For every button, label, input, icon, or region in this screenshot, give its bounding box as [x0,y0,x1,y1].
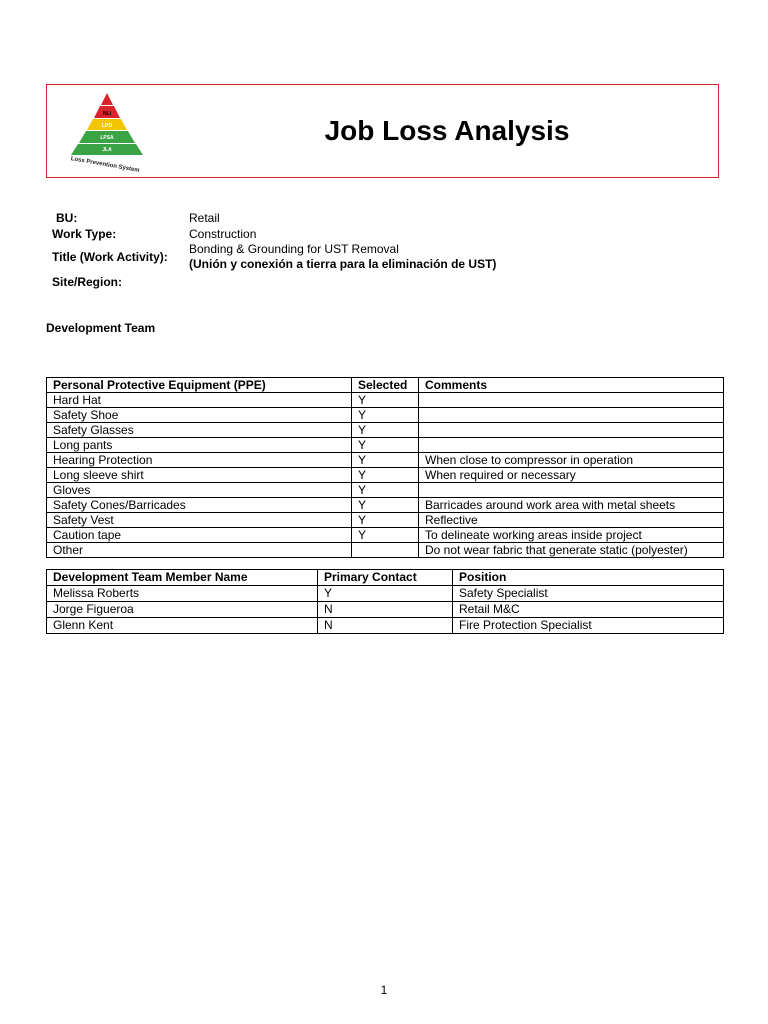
primary-contact: N [318,602,453,618]
ppe-selected: Y [352,453,419,468]
ppe-selected [352,543,419,558]
ppe-selected: Y [352,528,419,543]
ppe-item: Safety Glasses [47,423,352,438]
table-row [47,483,724,498]
member-name: Melissa Roberts [47,586,318,602]
member-name-column-header: Development Team Member Name [47,570,318,586]
ppe-item: Safety Shoe [47,408,352,423]
member-position: Safety Specialist [453,586,724,602]
table-row [47,438,724,453]
table-row [47,528,724,543]
member-position: Fire Protection Specialist [453,618,724,634]
ppe-comment: When required or necessary [419,468,724,483]
ppe-comment: Reflective [419,513,724,528]
ppe-column-header: Personal Protective Equipment (PPE) [47,378,352,393]
position-column-header: Position [453,570,724,586]
ppe-item: Long sleeve shirt [47,468,352,483]
work-type-value: Construction [189,227,257,241]
ppe-comment [419,423,724,438]
ppe-comment: To delineate working areas inside project [419,528,724,543]
primary-contact: N [318,618,453,634]
table-row [47,423,724,438]
comments-column-header: Comments [419,378,724,393]
page-title: Job Loss Analysis [324,115,570,146]
logo-tier-label: JLA [102,147,112,153]
primary-contact-column-header: Primary Contact [318,570,453,586]
work-type-label: Work Type: [52,227,117,241]
table-row [47,408,724,423]
page-number: 1 [380,983,388,997]
ppe-selected: Y [352,438,419,453]
ppe-comment [419,483,724,498]
ppe-selected: Y [352,468,419,483]
table-row [47,586,724,602]
loss-prevention-pyramid-logo [63,91,173,175]
member-name: Jorge Figueroa [47,602,318,618]
development-team-heading: Development Team [46,321,156,335]
title-label: Title (Work Activity): [52,250,168,264]
selected-column-header: Selected [352,378,419,393]
table-row [47,513,724,528]
member-position: Retail M&C [453,602,724,618]
ppe-item: Hearing Protection [47,453,352,468]
ppe-selected: Y [352,513,419,528]
ppe-comment: Barricades around work area with metal sheets [419,498,724,513]
table-row [47,498,724,513]
header-box [46,84,719,178]
ppe-selected: Y [352,423,419,438]
table-row [47,602,724,618]
table-row [47,618,724,634]
logo-tier-label: LPO [101,123,113,129]
ppe-item: Gloves [47,483,352,498]
table-row [47,393,724,408]
table-row [47,453,724,468]
title-value-line2: (Unión y conexión a tierra para la eliminación de UST) [189,257,497,271]
ppe-comment [419,393,724,408]
table-row [47,543,724,558]
ppe-header-row [47,378,724,393]
logo-tier-label: LPSA [100,135,114,141]
primary-contact: Y [318,586,453,602]
development-team-table [46,569,724,634]
member-name: Glenn Kent [47,618,318,634]
team-header-row [47,570,724,586]
ppe-comment [419,408,724,423]
ppe-item: Hard Hat [47,393,352,408]
ppe-comment [419,438,724,453]
ppe-table [46,377,724,558]
title-value-line1: Bonding & Grounding for UST Removal [189,242,399,256]
logo-tier-label: NLI [102,111,112,117]
bu-label: BU: [56,211,78,225]
ppe-selected: Y [352,498,419,513]
table-row [47,468,724,483]
ppe-selected: Y [352,483,419,498]
logo-tier-top [101,93,113,105]
logo-caption: Loss Prevention System [70,156,141,175]
ppe-item: Safety Vest [47,513,352,528]
ppe-item: Long pants [47,438,352,453]
ppe-item: Caution tape [47,528,352,543]
site-region-label: Site/Region: [52,275,123,289]
ppe-selected: Y [352,408,419,423]
bu-value: Retail [189,211,220,225]
ppe-item: Other [47,543,352,558]
ppe-item: Safety Cones/Barricades [47,498,352,513]
ppe-comment: When close to compressor in operation [419,453,724,468]
ppe-comment: Do not wear fabric that generate static (polyester) [419,543,724,558]
ppe-selected: Y [352,393,419,408]
